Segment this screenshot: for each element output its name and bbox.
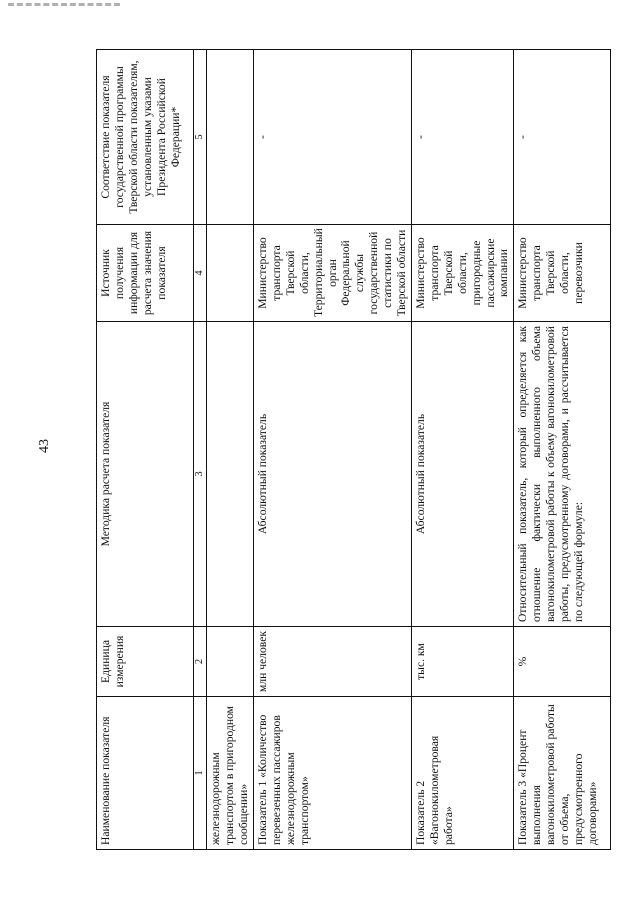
page-number: 43	[37, 439, 52, 453]
indicator-match: -	[514, 50, 611, 225]
indicator-source: Министерство транспорта Тверской области, пригородные пассажирские компании	[411, 225, 513, 322]
indicator-source: Министерство транспорта Тверской области, перевозчики	[514, 225, 611, 322]
indicator-method: Абсолютный показатель	[411, 322, 513, 627]
continuation-text: железнодорожным транспортом в пригородном сообщении»	[207, 697, 254, 850]
header-unit: Единица измерения	[97, 627, 194, 697]
indicator-source: Министерство транспорта Тверской области, Территориальный орган Федеральной службы государственной статистики по Тверской области	[254, 225, 412, 322]
continuation-row	[207, 50, 254, 850]
indicator-name: Показатель 1 «Количество перевезенных пассажиров железнодорожным транспортом»	[254, 697, 412, 850]
table-header-row	[97, 50, 194, 850]
header-match: Соответствие показателя государственной программы Тверской области показателям, установленным указами Президента Российской Федерации*	[97, 50, 194, 225]
indicator-method: Абсолютный показатель	[254, 322, 412, 627]
column-numbers-row	[193, 50, 207, 850]
table-row	[411, 50, 513, 850]
indicator-unit: млн человек	[254, 627, 412, 697]
indicator-unit: %	[514, 627, 611, 697]
indicators-table	[96, 49, 611, 850]
indicator-method: Относительный показатель, который определяется как отношение фактически выполненного объема вагонокилометровой работы к объему вагонокилометровой работы, предусмотренному договорами, и рассчитывается по следующей формуле:	[514, 322, 611, 627]
column-number: 3	[193, 322, 207, 627]
rotated-table-container	[96, 50, 611, 850]
indicator-match: -	[254, 50, 412, 225]
header-name: Наименование показателя	[97, 697, 194, 850]
indicator-match: -	[411, 50, 513, 225]
indicator-name: Показатель 3 «Процент выполнения вагонокилометровой работы от объема, предусмотренного договорами»	[514, 697, 611, 850]
header-method: Методика расчета показателя	[97, 322, 194, 627]
column-number: 2	[193, 627, 207, 697]
table-row	[254, 50, 412, 850]
indicator-unit: тыс. км	[411, 627, 513, 697]
column-number: 1	[193, 697, 207, 850]
table-row	[514, 50, 611, 850]
indicator-name: Показатель 2 «Вагонокилометровая работа»	[411, 697, 513, 850]
header-source: Источник получения информации для расчета значения показателя	[97, 225, 194, 322]
top-edge-marks	[8, 3, 120, 10]
column-number: 4	[193, 225, 207, 322]
column-number: 5	[193, 50, 207, 225]
